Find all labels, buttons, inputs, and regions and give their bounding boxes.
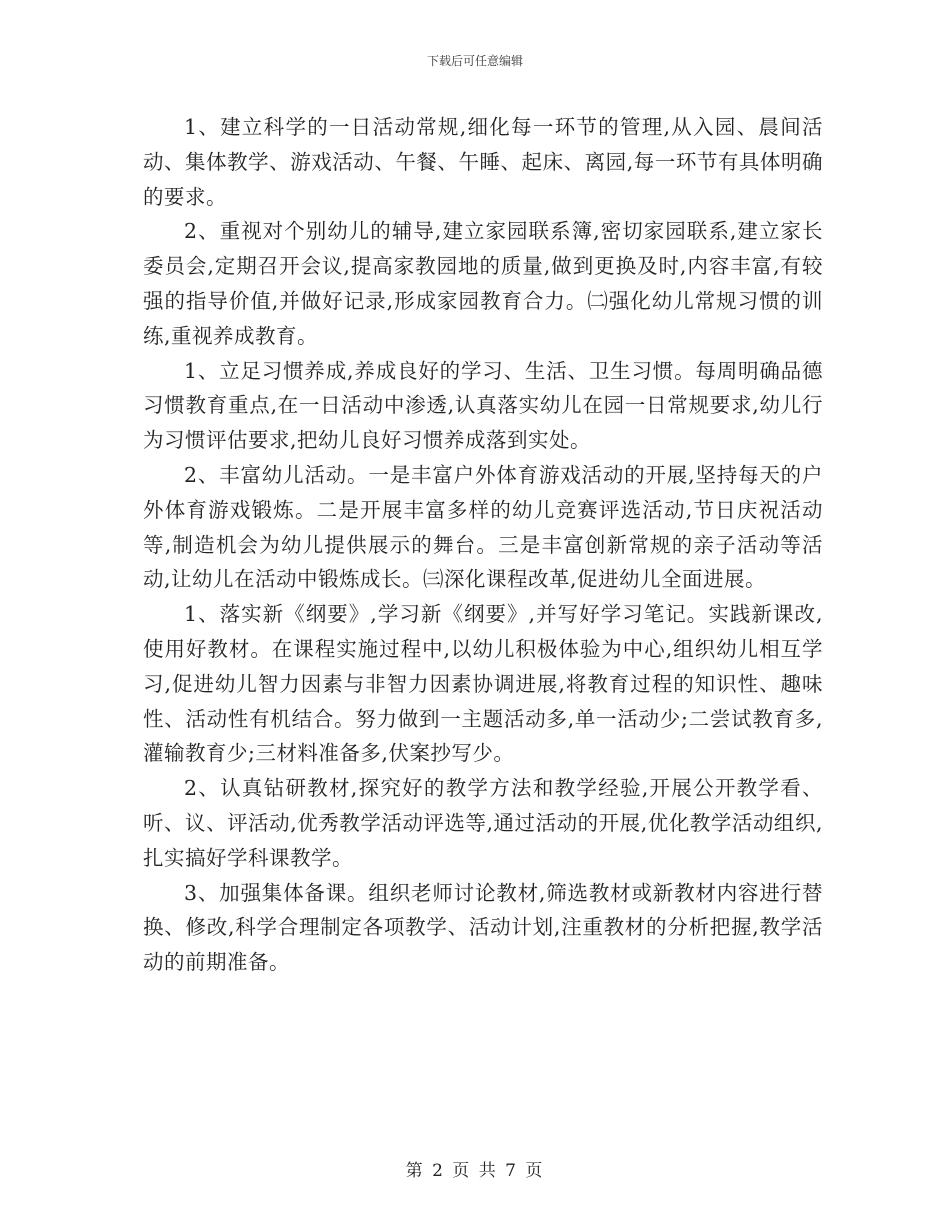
paragraph: 2、丰富幼儿活动。一是丰富户外体育游戏活动的开展,坚持每天的户外体育游戏锻炼。二是开展丰富多样的幼儿竞赛评选活动,节日庆祝活动等,制造机会为幼儿提供展示的舞台。三是丰富创新常规的亲子活动等活动,让幼儿在活动中锻炼成长。㈢深化课程改革,促进幼儿全面进展。 [143,462,823,592]
paragraph: 1、立足习惯养成,养成良好的学习、生活、卫生习惯。每周明确品德习惯教育重点,在一日活动中渗透,认真落实幼儿在园一日常规要求,幼儿行为习惯评估要求,把幼儿良好习惯养成落到实处。 [143,358,823,453]
page-footer: 第 2 页 共 7 页 [405,1161,545,1181]
paragraph: 2、认真钻研教材,探究好的教学方法和教学经验,开展公开教学看、听、议、评活动,优秀教学活动评选等,通过活动的开展,优化教学活动组织,扎实搞好学科课教学。 [143,776,823,870]
paragraph: 1、建立科学的一日活动常规,细化每一环节的管理,从入园、晨间活动、集体教学、游戏活动、午餐、午睡、起床、离园,每一环节有具体明确的要求。 [143,115,823,209]
paragraph: 3、加强集体备课。组织老师讨论教材,筛选教材或新教材内容进行替换、修改,科学合理制定各项教学、活动计划,注重教材的分析把握,教学活动的前期准备。 [143,880,823,975]
document-body [143,110,823,980]
paragraph: 2、重视对个别幼儿的辅导,建立家园联系簿,密切家园联系,建立家长委员会,定期召开会议,提高家教园地的质量,做到更换及时,内容丰富,有较强的指导价值,并做好记录,形成家园教育合力。㈡强化幼儿常规习惯的训练,重视养成教育。 [143,219,823,348]
paragraph: 1、落实新《纲要》,学习新《纲要》,并写好学习笔记。实践新课改,使用好教材。在课程实施过程中,以幼儿积极体验为中心,组织幼儿相互学习,促进幼儿智力因素与非智力因素协调进展,将教育过程的知识性、趣味性、活动性有机结合。努力做到一主题活动多,单一活动少;二尝试教育多,灌输教育少;三材料准备多,伏案抄写少。 [143,602,823,766]
page-header: 下载后可任意编辑 [426,54,523,68]
